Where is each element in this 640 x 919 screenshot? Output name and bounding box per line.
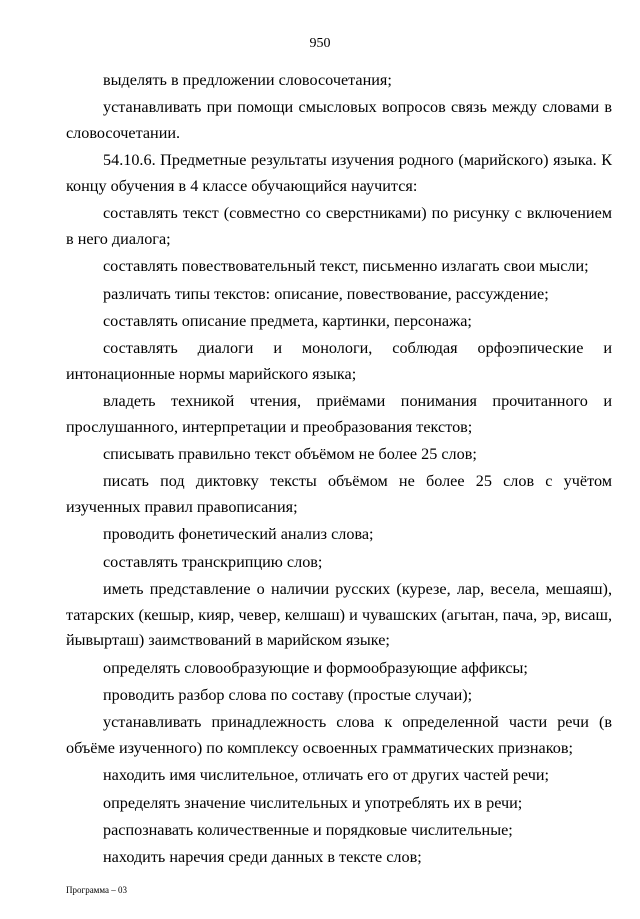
paragraph: проводить фонетический анализ слова; — [103, 525, 374, 544]
paragraph: составлять транскрипцию слов; — [103, 552, 323, 571]
paragraph: иметь представление о наличии русских (курезе, лар, весела, мешаяш), татарских (кешыр, кияр, чевер, келшаш) и чувашских (агытан, пача, эр, висаш, йывырташ) заимствований в марийском языке; — [66, 580, 612, 650]
paragraph: выделять в предложении словосочетания; — [103, 71, 392, 89]
paragraph: находить наречия среди данных в тексте слов; — [103, 848, 422, 867]
paragraph: проводить разбор слова по составу (простые случаи); — [103, 686, 473, 705]
paragraph: определять значение числительных и употреблять их в речи; — [103, 793, 523, 812]
paragraph: определять словообразующие и формообразующие аффиксы; — [103, 658, 528, 677]
footer-label: Программа – 03 — [66, 885, 128, 895]
paragraph: устанавливать при помощи смысловых вопросов связь между словами в словосочетании. — [66, 98, 612, 142]
paragraph: составлять описание предмета, картинки, персонажа; — [103, 311, 472, 330]
paragraph: 54.10.6. Предметные результаты изучения родного (марийского) языка. К концу обучения в 4 классе обучающийся научится: — [66, 151, 612, 195]
paragraph: составлять текст (совместно со сверстниками) по рисунку с включением в него диалога; — [66, 204, 612, 248]
paragraph: составлять диалоги и монологи, соблюдая орфоэпические и интонационные нормы марийского языка; — [66, 339, 612, 383]
paragraph: распознавать количественные и порядковые числительные; — [103, 820, 513, 839]
paragraph: писать под диктовку тексты объёмом не более 25 слов с учётом изученных правил правописания; — [66, 472, 612, 517]
paragraph: различать типы текстов: описание, повествование, рассуждение; — [103, 284, 549, 303]
paragraph: владеть техникой чтения, приёмами понимания прочитанного и прослушанного, интерпретации и преобразования текстов; — [66, 392, 612, 436]
paragraph: устанавливать принадлежность слова к определенной части речи (в объёме изученного) по комплексу освоенных грамматических признаков; — [66, 713, 612, 758]
document-body — [66, 68, 612, 871]
paragraph: списывать правильно текст объёмом не более 25 слов; — [103, 445, 477, 464]
page-number: 950 — [309, 36, 331, 51]
paragraph: составлять повествовательный текст, письменно излагать свои мысли; — [103, 257, 589, 276]
paragraph: находить имя числительное, отличать его от других частей речи; — [103, 766, 550, 785]
